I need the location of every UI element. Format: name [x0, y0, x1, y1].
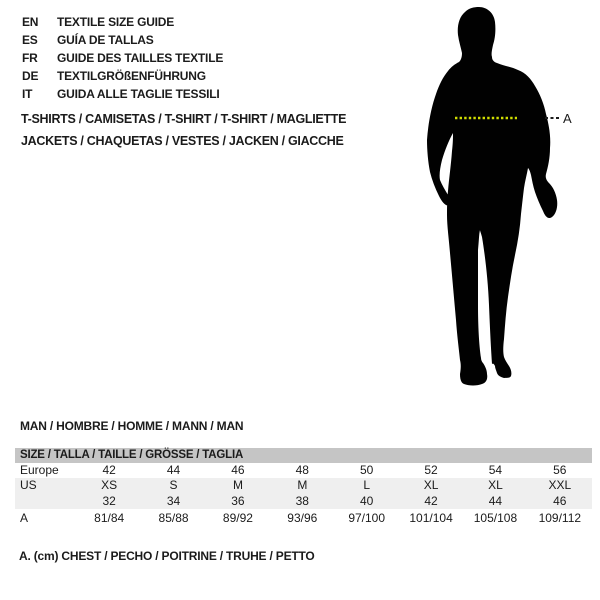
size-cell: 52	[424, 463, 438, 477]
size-cell: XL	[423, 478, 439, 492]
size-table-header: SIZE / TALLA / TAILLE / GRÖSSE / TAGLIA	[15, 448, 592, 463]
language-code: EN	[22, 15, 39, 29]
size-cell: 105/108	[473, 511, 518, 525]
language-label: TEXTILE SIZE GUIDE	[57, 15, 175, 29]
table-rowgroup-us	[15, 478, 592, 509]
size-table	[15, 448, 592, 527]
size-cell: 101/104	[409, 511, 453, 525]
size-cell: 50	[360, 463, 374, 477]
size-cell: 109/112	[538, 511, 582, 525]
size-cell: 42	[102, 463, 116, 477]
size-cell: 38	[295, 494, 309, 508]
category-line-tshirts: T-SHIRTS / CAMISETAS / T-SHIRT / T-SHIRT / MAGLIETTE	[21, 112, 347, 126]
language-label: GUÍA DE TALLAS	[57, 33, 154, 47]
size-cell: 54	[488, 463, 503, 477]
measurement-footnote: A. (cm) CHEST / PECHO / POITRINE / TRUHE / PETTO	[19, 549, 315, 563]
table-row-us-alpha	[15, 478, 592, 493]
language-row-it	[22, 85, 223, 103]
language-row-en	[22, 13, 223, 31]
size-cell: 46	[231, 463, 245, 477]
language-label: GUIDE DES TAILLES TEXTILE	[57, 51, 224, 65]
man-silhouette	[427, 7, 557, 386]
man-silhouette-svg	[395, 0, 600, 400]
language-label: GUIDA ALLE TAGLIE TESSILI	[57, 87, 220, 101]
language-row-es	[22, 31, 223, 49]
row-label: A	[20, 511, 29, 525]
size-cell: 93/96	[287, 511, 318, 525]
size-cell: 56	[553, 463, 567, 477]
size-cell: 85/88	[158, 511, 189, 525]
size-cell: M	[297, 478, 308, 492]
language-row-de	[22, 67, 223, 85]
row-label: US	[20, 478, 37, 492]
size-cell: M	[232, 478, 243, 492]
language-code: IT	[22, 87, 33, 101]
size-cell: 89/92	[222, 511, 253, 525]
language-code: DE	[22, 69, 39, 83]
size-cell: 32	[102, 494, 116, 508]
size-cell: 46	[553, 494, 567, 508]
chest-measure-label: A	[563, 111, 572, 126]
table-row-us-numeric	[15, 493, 592, 509]
size-cell: S	[169, 478, 178, 492]
section-title-man: MAN / HOMBRE / HOMME / MANN / MAN	[20, 419, 244, 433]
category-line-jackets: JACKETS / CHAQUETAS / VESTES / JACKEN / GIACCHE	[21, 134, 344, 148]
size-cell: L	[363, 478, 371, 492]
size-cell: 44	[166, 463, 181, 477]
language-code: ES	[22, 33, 38, 47]
size-cell: XS	[101, 478, 118, 492]
size-cell: 48	[295, 463, 309, 477]
row-label: Europe	[20, 463, 59, 477]
size-cell: 42	[424, 494, 438, 508]
man-measurement-diagram	[395, 0, 600, 400]
size-cell: 36	[231, 494, 245, 508]
language-label: TEXTILGRÖßENFÜHRUNG	[57, 69, 206, 83]
size-cell: 44	[488, 494, 503, 508]
size-cell: 40	[360, 494, 374, 508]
language-list	[22, 13, 223, 103]
garment-categories	[21, 108, 346, 152]
table-row-europe	[15, 463, 592, 478]
size-cell: 34	[166, 494, 181, 508]
size-cell: XL	[488, 478, 503, 492]
size-cell: 97/100	[348, 511, 386, 525]
size-cell: 81/84	[94, 511, 125, 525]
size-cell: XXL	[548, 478, 572, 492]
language-row-fr	[22, 49, 223, 67]
table-row-chest-a	[15, 509, 592, 527]
language-code: FR	[22, 51, 38, 65]
